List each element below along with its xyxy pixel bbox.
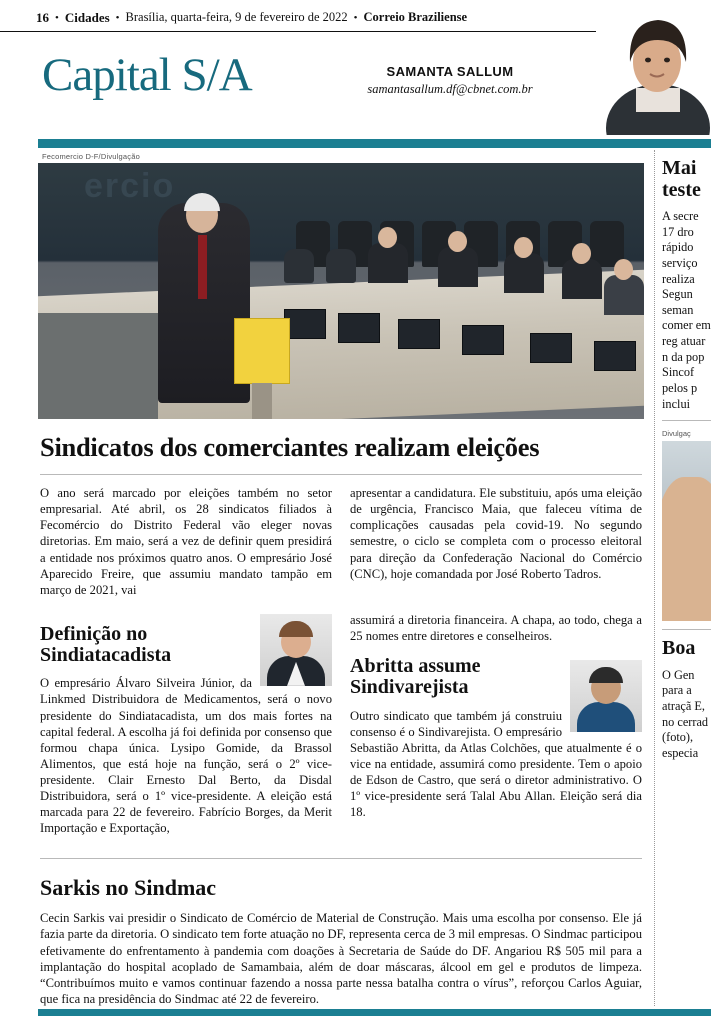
- separator-dot-3: •: [353, 11, 358, 24]
- rail-title-1: Mai teste: [662, 157, 701, 201]
- column-separator: [654, 150, 655, 1006]
- author-portrait: [596, 10, 711, 135]
- rail-divider-1: [662, 420, 711, 421]
- rail-title-2: Boa: [662, 637, 696, 660]
- rail-divider-2: [662, 629, 711, 630]
- article-sindivarejista-lead: assumirá a diretoria financeira. A chapa, ao todo, chega a 25 nomes entre diretores e conselheiros.: [350, 612, 642, 644]
- author-email: samantasallum.df@cbnet.com.br: [367, 82, 533, 96]
- separator-dot-2: •: [115, 11, 120, 24]
- article-sindivarejista: [350, 612, 642, 844]
- page-content: [38, 150, 711, 1006]
- photo-credit: Fecomercio D-F/Divulgação: [42, 152, 140, 161]
- issue-date: Brasília, quarta-feira, 9 de fevereiro de 2022: [125, 10, 348, 24]
- lead-body: [40, 485, 642, 606]
- page-title: Capital S/A: [42, 49, 252, 101]
- paper-name: Correio Braziliense: [363, 10, 468, 24]
- lead-body-col-1: [40, 485, 332, 606]
- section-name: Cidades: [64, 9, 110, 25]
- main-column: [38, 150, 654, 1006]
- author-portrait-image: [596, 10, 711, 135]
- page-number: 16: [36, 9, 49, 25]
- author-name: SAMANTA SALLUM: [386, 64, 514, 79]
- lead-paragraph-1: O ano será marcado por eleições também no setor empresarial. Até abril, os 28 sindicatos filiados à Fecomércio do Distrito Federal vão eleger novas diretorias. Em maio, será a vez de definir quem presidirá a entidade nos próximos quatro anos. O empresário José Aparecido Freire, que assumiu mandato tampão em março de 2021, vai: [40, 486, 332, 597]
- article-sindivarejista-title: Abritta assume Sindivarejista: [350, 655, 481, 699]
- lead-body-col-2: [350, 485, 642, 606]
- lead-paragraph-2: apresentar a candidatura. Ele substituiu, após uma eleição de urgência, Francisco Maia, que faleceu vítima de complicações causadas pela covid-19. No segundo semestre, o ciclo se completa com o processo eleitoral para direção da Confederação Nacional do Comércio (CNC), hoje comandada por José Roberto Tadros.: [350, 486, 642, 581]
- secondary-articles: [40, 612, 642, 844]
- rail-text-2: O Gen para a atraçã E, no cerrad (foto), especia: [662, 667, 709, 760]
- rail-photo: [662, 441, 711, 621]
- byline: [330, 64, 570, 97]
- article-sindiatacadista-title: Definição no Sindiatacadista: [40, 622, 172, 667]
- footer-divider: [38, 1009, 711, 1016]
- rail-text-1: A secre 17 dro rápido serviço realiza Segun seman comer em reg atuar n da pop Sincof pelos p inclui: [662, 209, 711, 411]
- article-sarkis: [38, 875, 644, 1007]
- article-sindiatacadista-text: O empresário Álvaro Silveira Júnior, da Linkmed Distribuidora de Medicamentos, será o novo presidente do Sindiatacadista, um dos mais fortes na capital federal. A escolha já foi definida por consenso que formou chapa única. Lysipo Gomide, da Brassol Alimentos, que está hoje na função, será o 2º vice-presidente. Clair Ernesto Dal Berto, da Disdal Distribuidora, será o 1º vice-presidente. A eleição está marcada para 22 de fevereiro. Fabrício Borges, da Merit Importação e Exportação,: [40, 676, 332, 836]
- column-header: [0, 32, 711, 128]
- sarkis-rule: [40, 858, 642, 859]
- article-sindiatacadista: [40, 612, 332, 844]
- lead-headline: Sindicatos dos comerciantes realizam eleições: [40, 432, 540, 462]
- right-rail: [662, 150, 711, 1006]
- mugshot-abritta: [570, 660, 642, 732]
- header-divider: [38, 139, 711, 148]
- mugshot-alvaro: [260, 614, 332, 686]
- article-sarkis-text: Cecin Sarkis vai presidir o Sindicato de Comércio de Material de Construção. Mais uma escolha por consenso. Ele já fazia parte da diretoria. O sindicato tem forte atuação no DF, representa cerca de 3 mil empresas. O Sindmac participou efetivamente do enfrentamento à pandemia com doações à Secretaria de Saúde do DF. Angariou R$ 505 mil para a implantação do hospital acoplado de Samambaia, além de doar máscaras, álcool em gel e produtos de limpeza. “Contribuímos muito e vamos continuar fazendo a nossa parte nessa batalha contra o vírus”, reforçou Carlos Aguiar, que fica na presidência do Sindmac até 22 de fevereiro.: [40, 911, 642, 1006]
- lead-photo: [38, 163, 644, 419]
- headline-rule: [40, 474, 642, 475]
- separator-dot-1: •: [55, 11, 59, 24]
- photo-wall-logo: ercio: [84, 167, 176, 205]
- article-sindivarejista-text: Outro sindicato que também já construiu consenso é o Sindivarejista. O empresário Sebastião Abritta, da Atlas Colchões, que atualmente é o vice na entidade, assumirá como presidente. Tem o apoio de Edson de Castro, que será o diretor administrativo. O 1º vice-presidente será Talal Abu Allan. Eleição será dia 18.: [350, 708, 642, 820]
- article-sarkis-title: Sarkis no Sindmac: [40, 875, 217, 901]
- rail-photo-credit: Divulgaç: [662, 429, 691, 439]
